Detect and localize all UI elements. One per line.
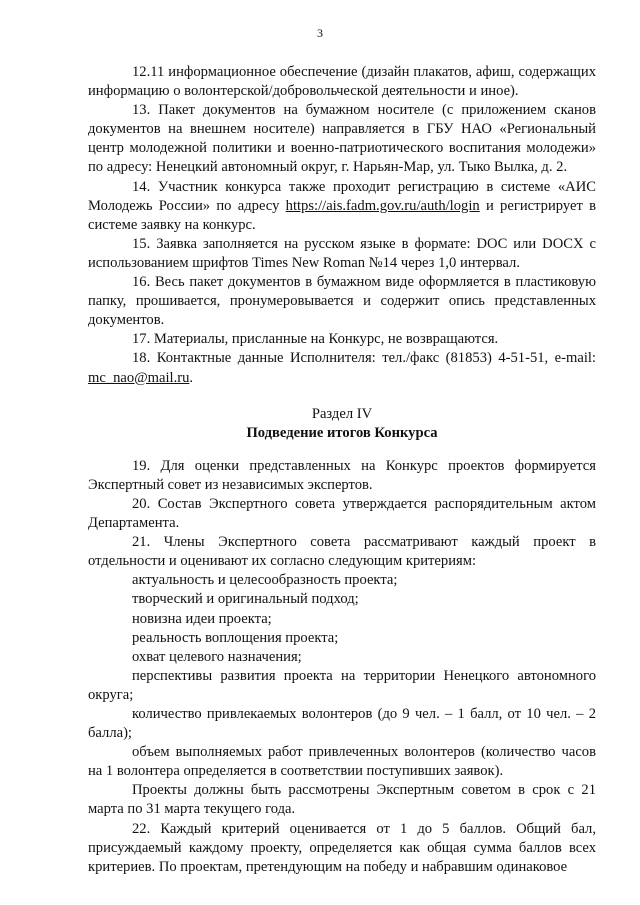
- spacer: [88, 388, 596, 405]
- email-link[interactable]: mc_nao@mail.ru: [88, 369, 190, 386]
- paragraph-20: 20. Состав Экспертного совета утверждается распорядительным актом Департамента.: [88, 495, 596, 532]
- paragraph-16: 16. Весь пакет документов в бумажном виде оформляется в пластиковую папку, прошивается, пронумеровывается и содержит опись представленных документов.: [88, 274, 596, 329]
- paragraph-19: 19. Для оценки представленных на Конкурс проектов формируется Экспертный совет из независимых экспертов.: [88, 457, 596, 493]
- criterion-item: реальность воплощения проекта;: [132, 629, 339, 646]
- paragraph-12-11: 12.11 информационное обеспечение (дизайн плакатов, афиш, содержащих информацию о волонтерской/добровольческой деятельности и иное).: [88, 64, 596, 100]
- criterion-item: объем выполняемых работ привлеченных волонтеров (количество часов на 1 волонтера определяется в соответствии поступивших заявок).: [88, 744, 596, 780]
- paragraph-14: 14. Участник конкурса также проходит регистрацию в системе «АИС Молодежь России» по адресу https://ais.fadm.gov.ru/auth/login и регистрирует в системе заявку на конкурс.: [88, 178, 597, 233]
- paragraph-15: 15. Заявка заполняется на русском языке в формате: DOC или DOCX с использованием шрифтов Times New Roman №14 через 1,0 интервал.: [88, 235, 596, 271]
- criterion-item: перспективы развития проекта на территории Ненецкого автономного округа;: [88, 667, 596, 703]
- page-number: 3: [317, 26, 323, 40]
- criterion-item: охват целевого назначения;: [132, 648, 302, 665]
- criterion-item: количество привлекаемых волонтеров (до 9 чел. – 1 балл, от 10 чел. – 2 балла);: [88, 706, 596, 742]
- document-body: [88, 63, 596, 877]
- criterion-item: актуальность и целесообразность проекта;: [132, 572, 398, 589]
- criterion-item: творческий и оригинальный подход;: [132, 591, 359, 608]
- spacer: [88, 443, 596, 457]
- criterion-item: новизна идеи проекта;: [132, 610, 272, 627]
- ais-login-link[interactable]: https://ais.fadm.gov.ru/auth/login: [285, 197, 480, 214]
- section-number: Раздел IV: [311, 405, 373, 422]
- paragraph-terms: Проекты должны быть рассмотрены Экспертным советом в срок с 21 марта по 31 марта текущего года.: [88, 782, 596, 818]
- paragraph-17: 17. Материалы, присланные на Конкурс, не возвращаются.: [132, 331, 499, 348]
- paragraph-21: 21. Члены Экспертного совета рассматривают каждый проект в отдельности и оценивают их согласно следующим критериям:: [88, 534, 596, 570]
- section-title: Подведение итогов Конкурса: [246, 424, 438, 441]
- paragraph-13: 13. Пакет документов на бумажном носителе (с приложением сканов документов на внешнем носителе) направляется в ГБУ НАО «Региональный центр молодежной политики и военно-патриотического воспитания молодежи» по адресу: Ненецкий автономный округ, г. Нарьян-Мар, ул. Тыко Вылка, д. 2.: [88, 102, 596, 176]
- paragraph-18: 18. Контактные данные Исполнителя: тел./факс (81853) 4-51-51, e-mail: mc_nao@mail.ru.: [88, 350, 596, 386]
- paragraph-22: 22. Каждый критерий оценивается от 1 до 5 баллов. Общий бал, присуждаемый каждому проекту, определяется как общая сумма баллов всех критериев. По проектам, претендующим на победу и набравшим одинаковое: [88, 820, 596, 875]
